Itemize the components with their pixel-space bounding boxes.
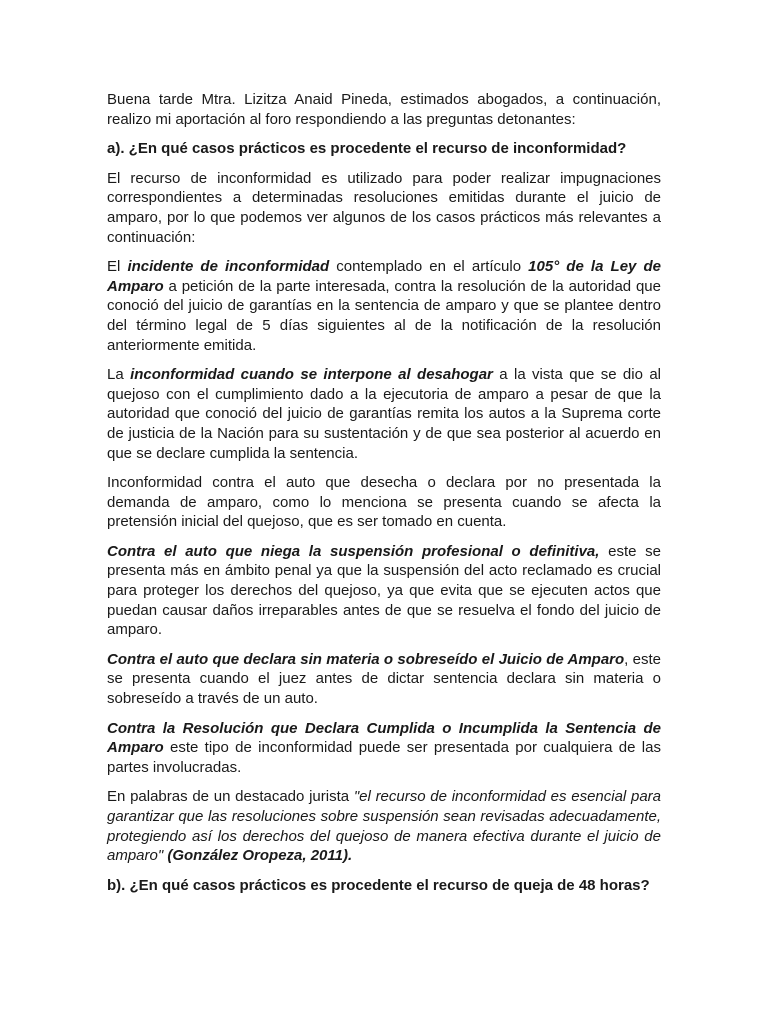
- text: contemplado en el artículo: [329, 258, 529, 276]
- question-b-heading: b). ¿En qué casos prácticos es procedente el recurso de queja de 48 horas?: [107, 876, 650, 894]
- intro-paragraph: Buena tarde Mtra. Lizitza Anaid Pineda, estimados abogados, a continuación, realizo mi aportación al foro respondiendo a las preguntas detonantes:: [107, 91, 661, 128]
- text: La: [107, 366, 131, 384]
- text: , este se presenta cuando el juez antes de dictar sentencia declara sin materia o sobreseído a través de un auto.: [107, 650, 662, 708]
- paragraph-6: [107, 650, 661, 709]
- paragraph-1: El recurso de inconformidad es utilizado para poder realizar impugnaciones correspondientes a determinadas resoluciones emitidas durante el juicio de amparo, por lo que podemos ver algunos de los casos prácticos más relevantes a continuación:: [107, 169, 661, 246]
- text: a la vista que se dio al quejoso con el cumplimiento dado a la ejecutoria de amparo a pesar de que la autoridad que conoció del juicio de garantías remita los autos a la Suprema corte de justicia de la Nación para su sustentación y de que sea posterior al acuerdo en que se declare cumplida la sentencia.: [107, 366, 661, 462]
- emphasis: Contra el auto que declara sin materia o sobreseído el Juicio de Amparo: [107, 650, 625, 668]
- emphasis: incidente de inconformidad: [127, 258, 330, 276]
- text: a petición de la parte interesada, contra la resolución de la autoridad que conoció del juicio de garantías en la sentencia de amparo y que se plantee dentro del término legal de 5 días siguientes al de la notificación de la resolución anteriormente emitida.: [107, 277, 661, 354]
- paragraph-2: [107, 257, 661, 355]
- emphasis: 105° de la Ley de Amparo: [107, 258, 661, 295]
- paragraph-3: [107, 365, 661, 463]
- emphasis: Contra el auto que niega la suspensión profesional o definitiva,: [107, 542, 600, 560]
- paragraph-8: [107, 787, 661, 865]
- paragraph-4: Inconformidad contra el auto que desecha o declara por no presentada la demanda de amparo, como lo menciona se presenta cuando se afecta la pretensión inicial del quejoso, que es ser tomado en cuenta.: [107, 474, 661, 531]
- quote: "el recurso de inconformidad es esencial para garantizar que las resoluciones sobre suspensión sean revisadas adecuadamente, protegiendo así los derechos del quejoso de manera efectiva durante el juicio de amparo": [107, 788, 662, 865]
- text: este se presenta más en ámbito penal ya que la suspensión del acto reclamado es crucial para proteger los derechos del quejoso, ya que evita que se ejecuten actos que puedan causar daños irreparables antes de que se resuelva el fondo del juicio de amparo.: [107, 542, 661, 639]
- paragraph-5: [107, 542, 661, 640]
- emphasis: inconformidad cuando se interpone al desahogar: [130, 366, 493, 384]
- text: El: [107, 258, 128, 276]
- emphasis: Contra la Resolución que Declara Cumplida o Incumplida la Sentencia de Amparo: [107, 719, 661, 757]
- paragraph-7: [107, 719, 661, 778]
- question-a-heading: a). ¿En qué casos prácticos es procedente el recurso de inconformidad?: [107, 140, 627, 158]
- text: este tipo de inconformidad puede ser presentada por cualquiera de las partes involucradas.: [107, 739, 661, 776]
- text: En palabras de un destacado jurista: [107, 788, 354, 806]
- citation: (González Oropeza, 2011).: [163, 847, 353, 865]
- document-body: [107, 90, 661, 905]
